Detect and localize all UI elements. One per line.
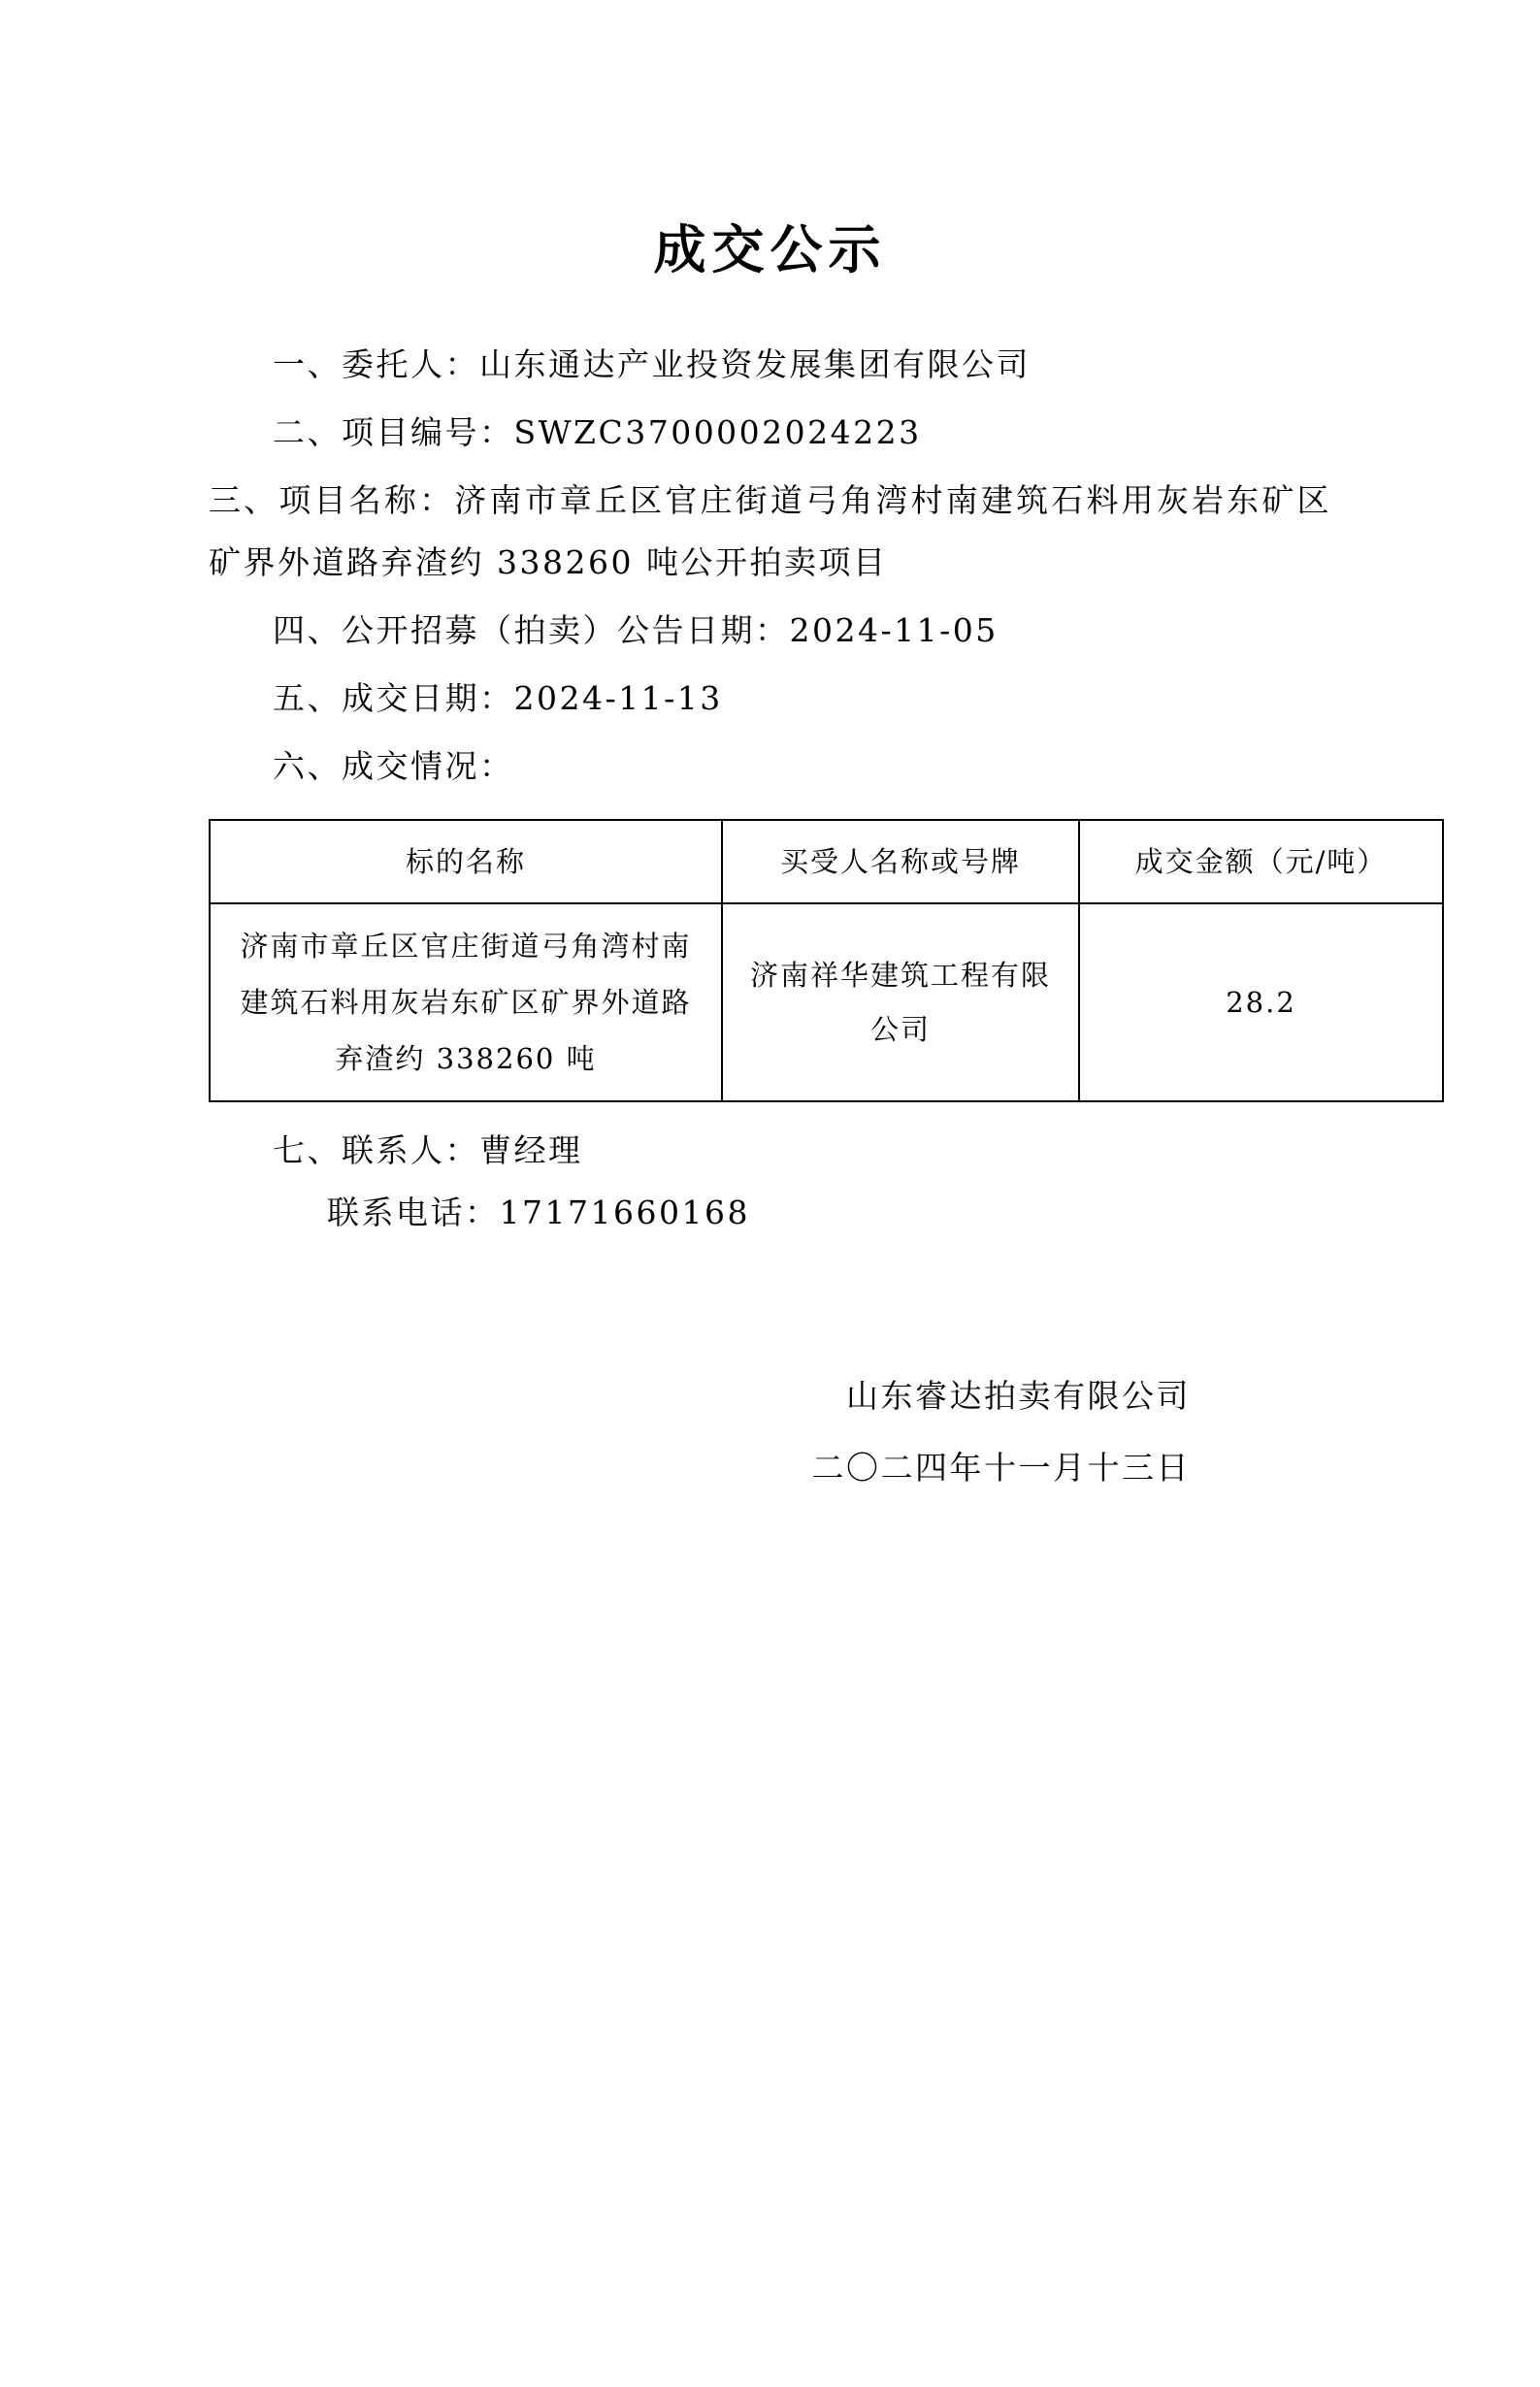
clause-project-name-label: 三、项目名称： <box>209 481 455 519</box>
page-title: 成交公示 <box>653 218 887 280</box>
clause-project-name-value: 济南市章丘区官庄街道弓角湾村南建筑石料用灰岩东矿区矿界外道路弃渣约 338260 吨公开拍卖项目 <box>209 481 1332 581</box>
cell-buyer: 济南祥华建筑工程有限公司 <box>722 903 1079 1101</box>
signature-company: 山东睿达拍卖有限公司 <box>846 1377 1191 1415</box>
clause-project-name <box>209 470 1331 594</box>
clause-project-number-value: SWZC3700002024223 <box>513 413 922 451</box>
document-page <box>0 209 1540 2387</box>
clause-project-number-label: 二、项目编号： <box>273 413 514 451</box>
signature-block <box>209 1360 1331 1504</box>
clause-deal-date-label: 五、成交日期： <box>273 679 514 717</box>
cell-amount: 28.2 <box>1079 903 1443 1101</box>
contact-person: 七、联系人：曹经理 <box>273 1131 583 1169</box>
contact-phone: 联系电话：17171660168 <box>327 1194 750 1231</box>
deal-result-table <box>209 819 1444 1102</box>
clause-project-number <box>209 402 1331 464</box>
table-header <box>210 820 1443 903</box>
clause-announcement-date-label: 四、公开招募（拍卖）公告日期： <box>273 611 790 649</box>
clause-announcement-date-value: 2024-11-05 <box>789 611 999 649</box>
signature-date: 二〇二四年十一月十三日 <box>811 1449 1191 1487</box>
table-header-row <box>210 820 1443 903</box>
cell-subject: 济南市章丘区官庄街道弓角湾村南建筑石料用灰岩东矿区矿界外道路弃渣约 338260 吨 <box>210 903 722 1101</box>
clause-deal-date-value: 2024-11-13 <box>513 679 723 717</box>
table-body <box>210 903 1443 1101</box>
table-row <box>210 903 1443 1101</box>
clause-announcement-date <box>209 600 1331 662</box>
column-header-amount: 成交金额（元/吨） <box>1079 820 1443 903</box>
column-header-subject: 标的名称 <box>210 820 722 903</box>
column-header-buyer: 买受人名称或号牌 <box>722 820 1079 903</box>
clause-deal-details-label: 六、成交情况： <box>273 747 514 785</box>
clause-deal-details <box>209 736 1331 798</box>
clause-deal-date <box>209 668 1331 730</box>
clause-entruster-label: 一、委托人： <box>273 345 479 383</box>
clause-entruster <box>209 334 1331 396</box>
clause-entruster-value: 山东通达产业投资发展集团有限公司 <box>479 345 1031 383</box>
